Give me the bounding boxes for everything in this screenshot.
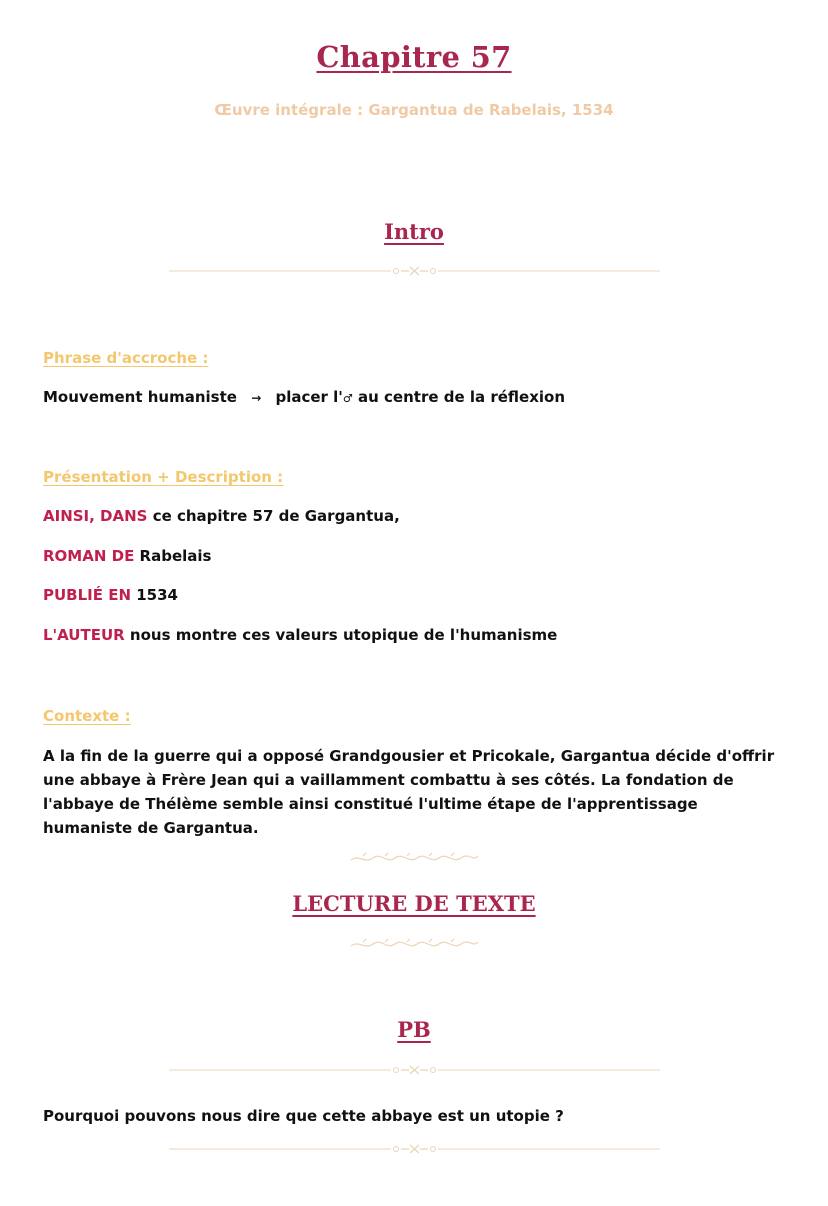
reading-heading: LECTURE DE TEXTE xyxy=(292,891,536,916)
page-subtitle: Œuvre intégrale : Gargantua de Rabelais, 1534 xyxy=(214,101,614,119)
pb-heading: PB xyxy=(397,1017,431,1042)
arrow-icon: → xyxy=(251,391,262,405)
presentation-line xyxy=(43,547,211,565)
hook-line xyxy=(43,388,565,406)
presentation-line xyxy=(43,626,557,644)
presentation-text: ce chapitre 57 de Gargantua, xyxy=(147,507,400,525)
presentation-line xyxy=(43,586,178,604)
page-title: Chapitre 57 xyxy=(316,40,512,74)
presentation-line xyxy=(43,507,400,525)
male-symbol-icon: ♂ xyxy=(342,392,353,405)
context-paragraph: A la fin de la guerre qui a opposé Grandgousier et Pricokale, Gargantua décide d'offrir une abbaye à Frère Jean qui a vaillamment combattu à ses côtés. La fondation de l'abbaye de Thélème semble ainsi constitué l'ultime étape de l'apprentissage humaniste de Gargantua. xyxy=(43,747,775,837)
intro-heading: Intro xyxy=(384,219,444,244)
divider-ornament-icon xyxy=(169,1143,660,1155)
presentation-keyword: ROMAN DE xyxy=(43,547,135,565)
divider-ornament-icon xyxy=(169,1064,660,1076)
presentation-text: Rabelais xyxy=(134,547,212,565)
divider-ornament-icon xyxy=(169,265,660,277)
hook-left: Mouvement humaniste xyxy=(43,388,237,406)
flourish-ornament-icon xyxy=(349,852,480,864)
context-label: Contexte : xyxy=(43,707,131,725)
hook-right-a: placer l' xyxy=(275,388,343,406)
presentation-label: Présentation + Description : xyxy=(43,468,284,486)
flourish-ornament-icon xyxy=(349,938,480,950)
presentation-keyword: PUBLIÉ EN xyxy=(43,586,132,604)
pb-question: Pourquoi pouvons nous dire que cette abbaye est un utopie ? xyxy=(43,1107,564,1125)
hook-right-b: au centre de la réflexion xyxy=(352,388,566,406)
hook-label: Phrase d'accroche : xyxy=(43,349,209,367)
presentation-keyword: L'AUTEUR xyxy=(43,626,125,644)
presentation-text: nous montre ces valeurs utopique de l'humanisme xyxy=(124,626,558,644)
presentation-keyword: AINSI, DANS xyxy=(43,507,148,525)
presentation-text: 1534 xyxy=(131,586,178,604)
